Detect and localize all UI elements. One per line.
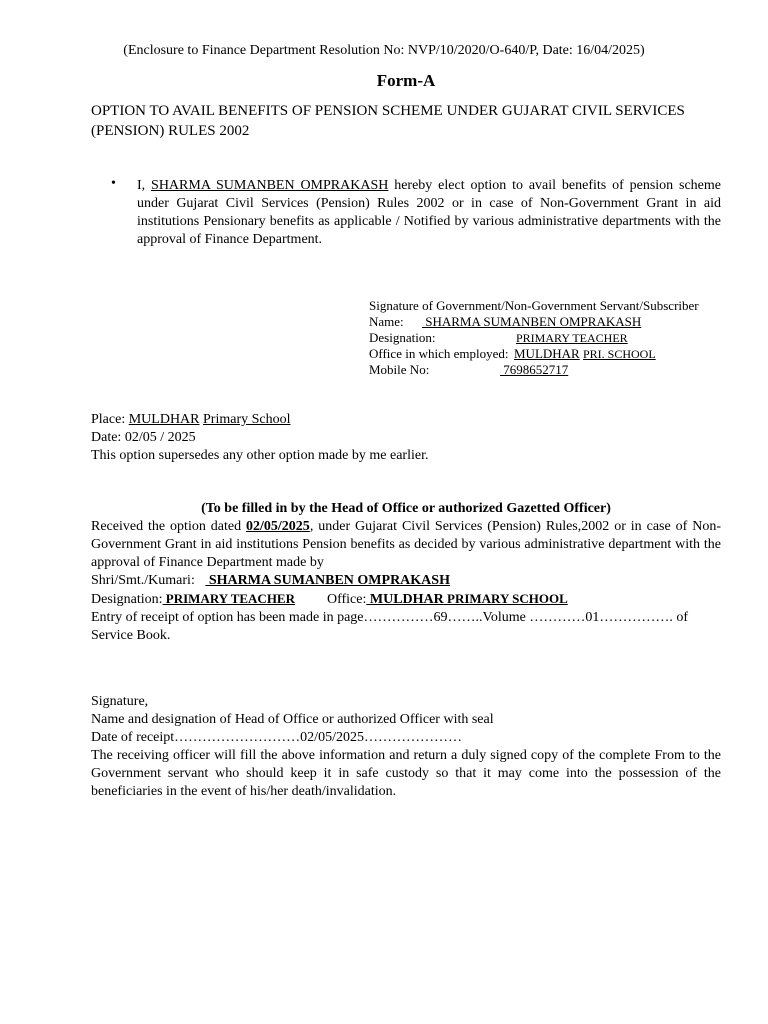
signature-name-row xyxy=(369,314,699,330)
option-prefix: I, xyxy=(137,178,152,193)
signature-line: Signature, xyxy=(91,694,149,709)
office-section xyxy=(91,500,721,645)
enclosure-reference: (Enclosure to Finance Department Resolution No: NVP/10/2020/O-640/P, Date: 16/04/2025) xyxy=(123,43,645,58)
designation-office-line xyxy=(91,590,721,609)
place-value-1: MULDHAR xyxy=(128,412,200,427)
supersede-line: This option supersedes any other option made by me earlier. xyxy=(91,448,429,463)
section-office-value-2: PRIMARY SCHOOL xyxy=(443,591,568,606)
instructions-paragraph: The receiving officer will fill the above information and return a duly signed copy of the complete From to the Government servant who should keep it in safe custody so that it may come into the possession of the beneficiaries in the event of his/her death/invalidation. xyxy=(91,748,721,799)
bullet-point: • xyxy=(111,176,116,191)
option-statement xyxy=(137,177,721,249)
office-value-2: PRI. SCHOOL xyxy=(582,347,656,361)
designation-label: Designation: xyxy=(369,330,436,345)
name-value: SHARMA SUMANBEN OMPRAKASH xyxy=(422,314,642,329)
section-office-value-1: MULDHAR xyxy=(366,592,444,607)
office-label: Office in which employed: xyxy=(369,346,509,361)
name-designation-line: Name and designation of Head of Office or authorized Officer with seal xyxy=(91,712,494,727)
form-heading: OPTION TO AVAIL BENEFITS OF PENSION SCHEME UNDER GUJARAT CIVIL SERVICES (PENSION) RULES 2002 xyxy=(91,103,685,139)
shri-line xyxy=(91,572,721,590)
section-designation-label: Designation: xyxy=(91,592,163,607)
received-prefix: Received the option dated xyxy=(91,519,247,534)
option-text: hereby elect option to avail benefits of pension scheme under Gujarat Civil Services (Pension) Rules 2002 or in case of Non-Government Grant in aid institutions Pensionary benefits as applicable / Notified by various administrative departments with the approval of Finance Department. xyxy=(137,178,721,247)
place-line xyxy=(91,411,428,429)
signature-mobile-row xyxy=(369,362,699,378)
place-value-2: Primary School xyxy=(203,412,291,427)
received-text: , under Gujarat Civil Services (Pension) Rules,2002 or in case of Non-Government Grant in aid institutions Pension benefits as decided by various administrative department with the approval of Finance Department made by xyxy=(91,519,721,570)
office-value-1: MULDHAR xyxy=(514,346,580,361)
office-section-title: (To be filled in by the Head of Office or authorized Gazetted Officer) xyxy=(201,501,611,516)
section-office-label: Office: xyxy=(326,592,367,607)
signature-office-row xyxy=(369,346,699,362)
signature-designation-row xyxy=(369,330,699,346)
shri-value: SHARMA SUMANBEN OMPRAKASH xyxy=(205,573,450,588)
date-of-receipt-line: Date of receipt………………………02/05/2025………………… xyxy=(91,730,462,745)
name-label: Name: xyxy=(369,314,404,329)
received-date: 02/05/2025 xyxy=(246,519,310,534)
date-line: Date: 02/05 / 2025 xyxy=(91,430,196,445)
place-date-block xyxy=(91,411,428,465)
signature-title: Signature of Government/Non-Government Servant/Subscriber xyxy=(369,298,699,313)
received-paragraph xyxy=(91,518,721,572)
form-title: Form-A xyxy=(376,71,436,90)
shri-label: Shri/Smt./Kumari: xyxy=(91,573,195,588)
entry-receipt-line: Entry of receipt of option has been made in page……………69……..Volume …………01……………. of Service Book. xyxy=(91,610,688,643)
section-designation-value: PRIMARY TEACHER xyxy=(162,591,295,606)
applicant-name: SHARMA SUMANBEN OMPRAKASH xyxy=(151,178,389,193)
signature-block xyxy=(369,298,699,378)
place-label: Place: xyxy=(91,412,129,427)
receipt-block xyxy=(91,693,721,801)
designation-value: PRIMARY TEACHER xyxy=(516,331,628,345)
mobile-label: Mobile No: xyxy=(369,362,430,377)
mobile-value: 7698652717 xyxy=(500,362,569,377)
